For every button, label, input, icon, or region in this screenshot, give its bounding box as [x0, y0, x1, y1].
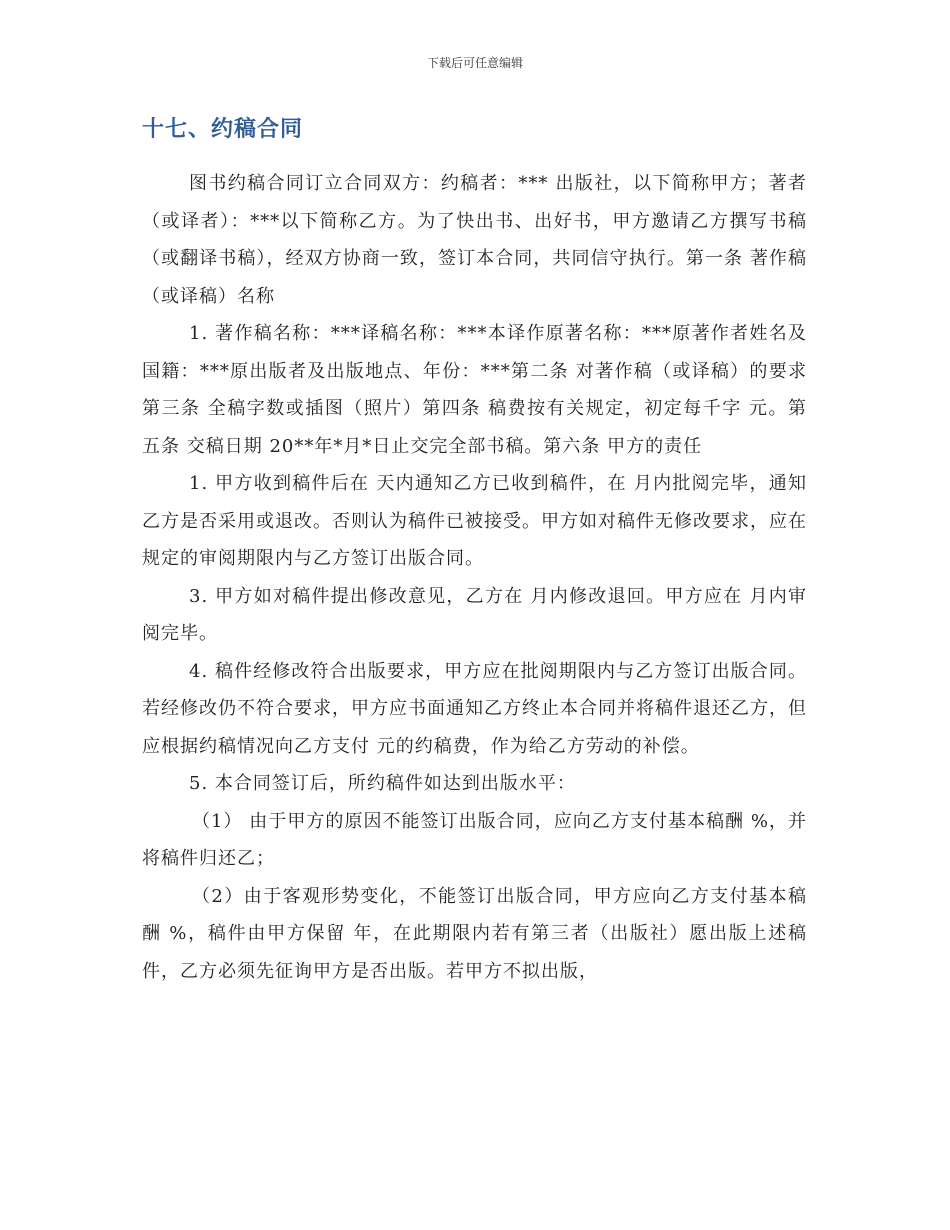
paragraph-clause-1: 1. 著作稿名称：***译稿名称：***本译作原著名称：***原著作者姓名及国籍：***原出版者及出版地点、年份：***第二条 对著作稿（或译稿）的要求第三条 全稿字数或插图（照片）第四条 稿费按有关规定，初定每千字 元。第五条 交稿日期 20**年*月*日止交完全部书稿。第六条 甲方的责任	[142, 323, 807, 457]
document-body	[142, 165, 807, 990]
paragraph-party-a-3: 3. 甲方如对稿件提出修改意见，乙方在 月内修改退回。甲方应在 月内审阅完毕。	[142, 585, 807, 644]
paragraph-party-a-5: 5. 本合同签订后，所约稿件如达到出版水平：	[189, 773, 576, 794]
paragraph-subclause-2: （2）由于客观形势变化，不能签订出版合同，甲方应向乙方支付基本稿酬 %，稿件由甲方保留 年，在此期限内若有第三者（出版社）愿出版上述稿件，乙方必须先征询甲方是否出版。若甲方不拟出版，	[142, 885, 807, 982]
paragraph-subclause-1: （1） 由于甲方的原因不能签订出版合同，应向乙方支付基本稿酬 %，并将稿件归还乙；	[142, 810, 807, 869]
paragraph-party-a-1: 1. 甲方收到稿件后在 天内通知乙方已收到稿件，在 月内批阅完毕，通知乙方是否采用或退改。否则认为稿件已被接受。甲方如对稿件无修改要求，应在规定的审阅期限内与乙方签订出版合同。	[142, 473, 807, 569]
paragraph-party-a-4: 4. 稿件经修改符合出版要求，甲方应在批阅期限内与乙方签订出版合同。若经修改仍不符合要求，甲方应书面通知乙方终止本合同并将稿件退还乙方，但应根据约稿情况向乙方支付 元的约稿费，作为给乙方劳动的补偿。	[142, 660, 807, 757]
header-note: 下载后可任意编辑	[426, 56, 523, 70]
paragraph-intro: 图书约稿合同订立合同双方：约稿者：*** 出版社，以下简称甲方；著者（或译者）：***以下简称乙方。为了快出书、出好书，甲方邀请乙方撰写书稿（或翻译书稿），经双方协商一致，签订本合同，共同信守执行。第一条 著作稿（或译稿）名称	[142, 173, 807, 307]
document-title: 十七、约稿合同	[142, 117, 304, 142]
